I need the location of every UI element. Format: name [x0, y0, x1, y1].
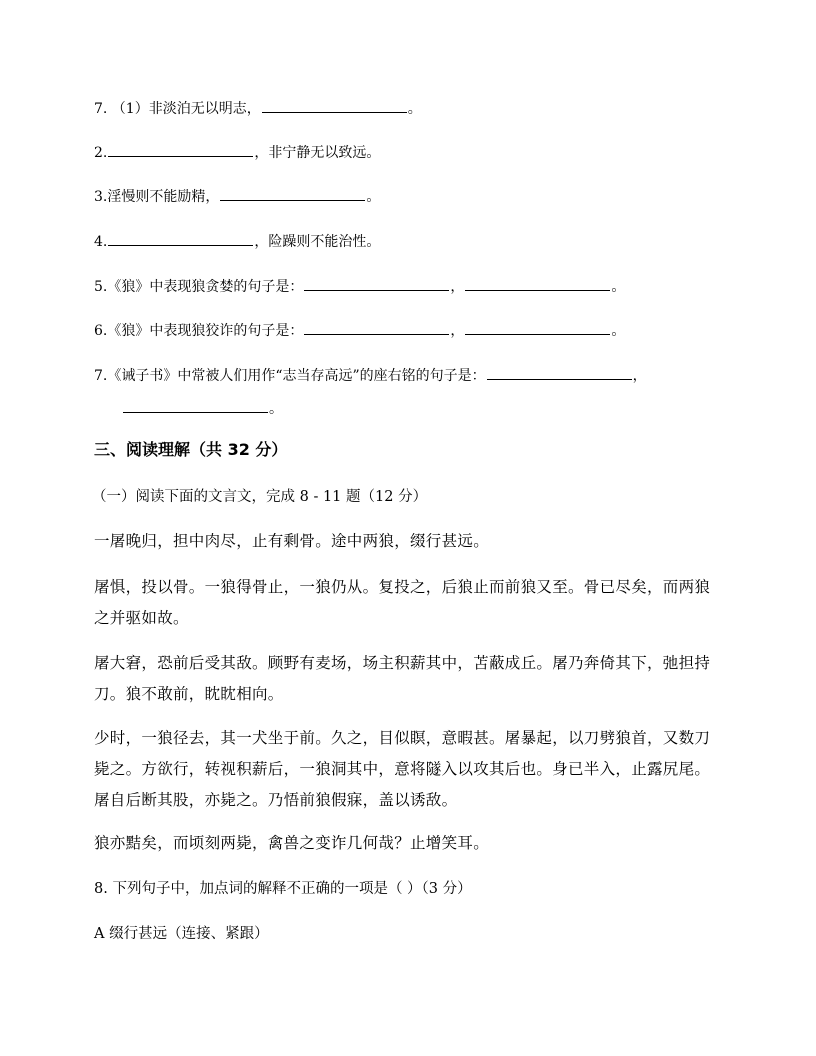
question-text-end: 。 — [366, 189, 381, 205]
answer-blank[interactable] — [262, 98, 407, 113]
question-7-2-continued — [122, 398, 283, 418]
passage-paragraph-5: 狼亦黠矣，而顷刻两毙，禽兽之变诈几何哉？止增笑耳。 — [94, 834, 490, 852]
question-text: 5.《狼》中表现狼贪婪的句子是： — [94, 279, 304, 295]
answer-blank[interactable] — [220, 186, 365, 201]
passage-paragraph-1: 一屠晚归，担中肉尽，止有剩骨。途中两狼，缀行甚远。 — [94, 532, 490, 550]
answer-blank-1[interactable] — [304, 320, 449, 335]
question-text-end: 。 — [407, 101, 422, 117]
question-text-end: 。 — [269, 401, 283, 417]
option-a: A 缀行甚远（连接、紧跟） — [94, 926, 269, 942]
section-title: 三、阅读理解（共 32 分） — [94, 440, 288, 459]
passage-paragraph-3: 屠大窘，恐前后受其敌。顾野有麦场，场主积薪其中，苫蔽成丘。屠乃奔倚其下，弛担持刀。狼不敢前，眈眈相向。 — [94, 654, 711, 703]
question-text-end: 。 — [611, 279, 626, 295]
answer-blank[interactable] — [108, 231, 253, 246]
answer-blank-2[interactable] — [465, 320, 610, 335]
passage-paragraph-4: 少时，一狼径去，其一犬坐于前。久之，目似瞑，意暇甚。屠暴起，以刀劈狼首，又数刀毙之。方欲行，转视积薪后，一狼洞其中，意将隧入以攻其后也。身已半入，止露尻尾。屠自后断其股，亦毙之。乃悟前狼假寐，盖以诱敌。 — [94, 729, 711, 809]
separator: ， — [632, 368, 647, 384]
question-5 — [94, 276, 625, 296]
question-7-1 — [94, 98, 422, 118]
question-text: ，险躁则不能治性。 — [254, 234, 381, 250]
answer-blank[interactable] — [108, 142, 253, 157]
question-text: 7. （1）非淡泊无以明志， — [94, 101, 261, 117]
question-7-2 — [94, 365, 647, 385]
answer-blank-2[interactable] — [465, 276, 610, 291]
question-4 — [94, 231, 380, 251]
question-6 — [94, 320, 625, 340]
question-text: ，非宁静无以致远。 — [254, 145, 381, 161]
question-number: 4. — [94, 234, 108, 250]
passage-paragraph-2: 屠惧，投以骨。一狼得骨止，一狼仍从。复投之，后狼止而前狼又至。骨已尽矣，而两狼之并驱如故。 — [94, 578, 711, 627]
subsection-instructions: （一）阅读下面的文言文，完成 8 - 11 题（12 分） — [92, 489, 428, 505]
question-3 — [94, 186, 380, 206]
answer-blank-1[interactable] — [487, 365, 632, 380]
question-text: 6.《狼》中表现狼狡诈的句子是： — [94, 323, 304, 339]
question-8: 8. 下列句子中，加点词的解释不正确的一项是（ ）（3 分） — [94, 881, 472, 897]
question-text: 3.淫慢则不能励精， — [94, 189, 220, 205]
question-text-end: 。 — [611, 323, 626, 339]
separator: ， — [450, 323, 465, 339]
question-text: 7.《诫子书》中常被人们用作“志当存高远”的座右铭的句子是： — [94, 368, 486, 384]
answer-blank-1[interactable] — [304, 276, 449, 291]
separator: ， — [450, 279, 465, 295]
question-number: 2. — [94, 145, 108, 161]
answer-blank-2[interactable] — [123, 398, 268, 413]
question-2 — [94, 142, 380, 162]
